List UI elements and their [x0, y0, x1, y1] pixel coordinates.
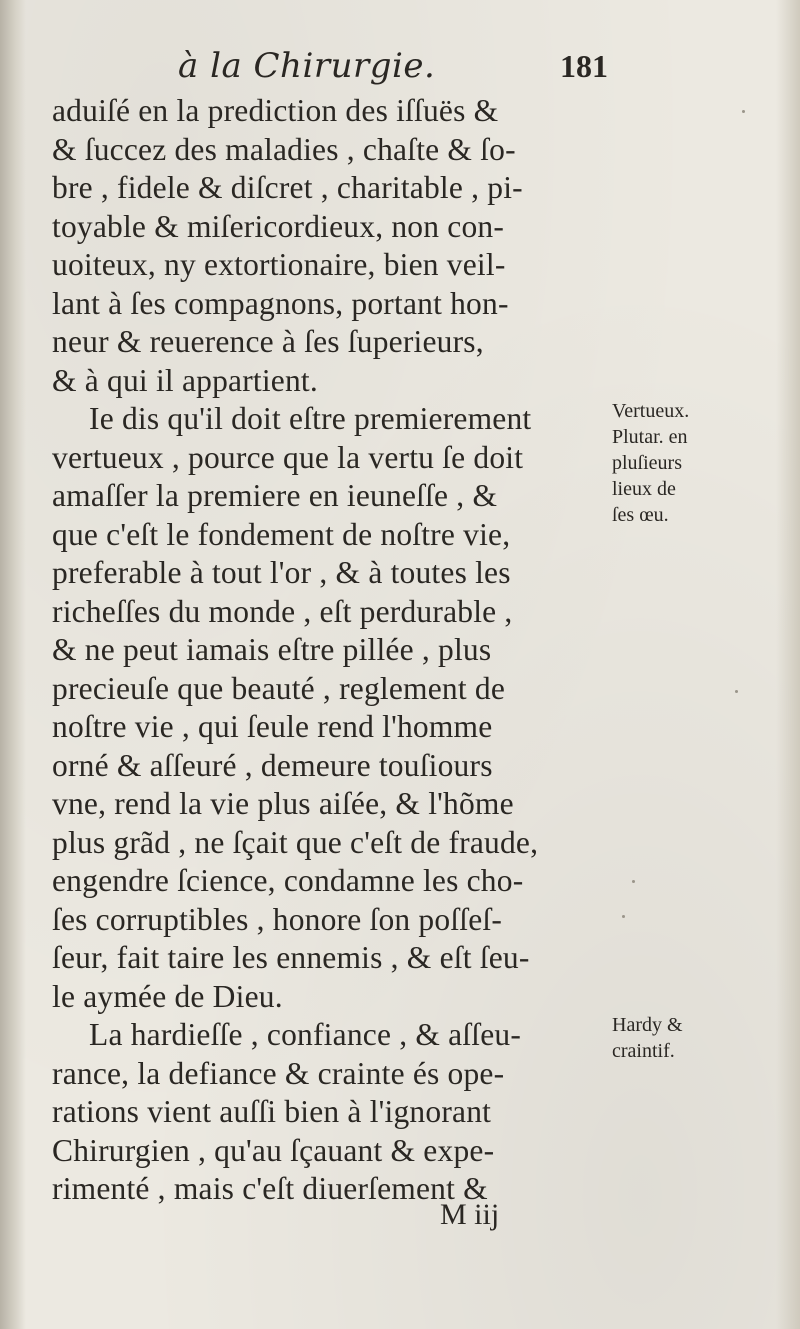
margin-note-line: ſes œu.: [612, 504, 669, 526]
page-edge-shadow: [776, 0, 800, 1329]
text-line: orné & aſſeuré , demeure touſiours: [52, 747, 493, 783]
body-text: [52, 92, 612, 1209]
paragraph-start-line: Ie dis qu'il doit eſtre premierement: [89, 401, 532, 436]
text-line: rations vient auſſi bien à l'ignorant: [52, 1094, 492, 1129]
text-line: aduiſé en la prediction des iſſuës &: [52, 93, 499, 128]
margin-note-line: Plutar. en: [612, 426, 688, 448]
text-line: toyable & miſericordieux, non con-: [52, 208, 505, 244]
text-line: rimenté , mais c'eſt diuerſement &: [52, 1171, 488, 1206]
text-line: amaſſer la premiere en ieuneſſe , &: [52, 478, 498, 513]
text-line: engendre ſcience, condamne les cho-: [52, 863, 524, 898]
paragraph-start-line: La hardieſſe , confiance , & aſſeu-: [89, 1017, 522, 1052]
paper-speck: [622, 915, 625, 918]
text-line: & à qui il appartient.: [52, 362, 318, 398]
margin-note-line: Hardy &: [612, 1014, 683, 1036]
margin-note-hardy: [612, 1012, 782, 1064]
text-line: precieuſe que beauté , reglement de: [52, 670, 506, 706]
text-line: uoiteux, ny extortionaire, bien veil-: [52, 247, 506, 282]
text-line: le aymée de Dieu.: [52, 978, 283, 1014]
text-line: ſes corruptibles , honore ſon poſſeſ-: [52, 901, 503, 937]
margin-note-vertueux: [612, 398, 782, 528]
text-line: neur & reuerence à ſes ſuperieurs,: [52, 324, 484, 359]
text-line: preferable à tout l'or , & à toutes les: [52, 555, 511, 590]
margin-note-line: craintif.: [612, 1040, 675, 1062]
margin-note-line: lieux de: [612, 478, 676, 500]
text-line: & ne peut iamais eſtre pillée , plus: [52, 632, 492, 667]
text-line: rance, la defiance & crainte és ope-: [52, 1055, 505, 1091]
text-line: & ſuccez des maladies , chaſte & ſo-: [52, 131, 516, 167]
page-number: 181: [560, 48, 608, 84]
margin-note-line: pluſieurs: [612, 452, 682, 474]
page-header: [178, 46, 608, 90]
signature-mark: M iij: [440, 1198, 500, 1231]
text-line: noſtre vie , qui ſeule rend l'homme: [52, 709, 493, 744]
text-line: richeſſes du monde , eſt perdurable ,: [52, 593, 513, 629]
paper-speck: [742, 110, 745, 113]
text-line: vne, rend la vie plus aiſée, & l'hõme: [52, 786, 514, 821]
paper-speck: [632, 880, 635, 883]
paper-speck: [735, 690, 738, 693]
text-line: bre , fidele & diſcret , charitable , pi-: [52, 170, 523, 205]
running-head: à la Chirurgie.: [178, 46, 436, 86]
margin-note-line: Vertueux.: [612, 400, 690, 422]
text-line: ſeur, fait taire les ennemis , & eſt ſeu-: [52, 940, 530, 975]
text-line: lant à ſes compagnons, portant hon-: [52, 285, 509, 321]
text-line: plus grãd , ne ſçait que c'eſt de fraude,: [52, 824, 539, 860]
text-line: que c'eſt le fondement de noſtre vie,: [52, 516, 511, 552]
text-line: Chirurgien , qu'au ſçauant & expe-: [52, 1132, 495, 1168]
gutter-shadow: [0, 0, 26, 1329]
text-line: vertueux , pource que la vertu ſe doit: [52, 439, 524, 475]
